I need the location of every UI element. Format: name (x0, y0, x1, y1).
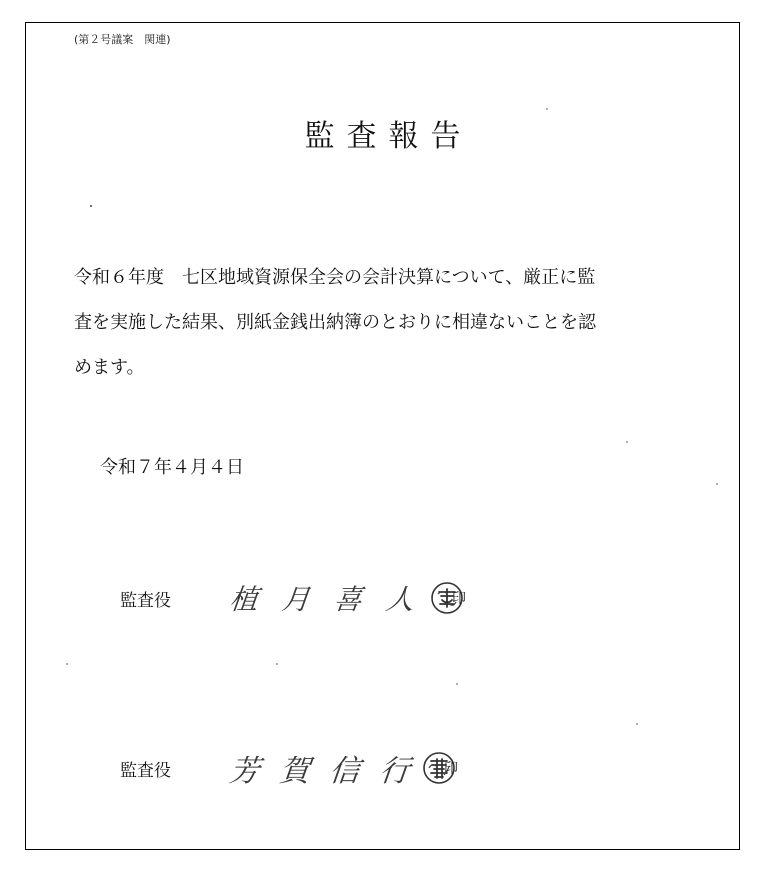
auditor-signature-row-1 (120, 573, 466, 623)
report-date: 令和７年４月４日 (100, 457, 244, 478)
body-line-2: 査を実施した結果、別紙金銭出納簿のとおりに相違ないことを認 (74, 312, 596, 333)
auditor-role: 監査役 (120, 590, 171, 611)
agenda-reference: (第２号議案 関連) (74, 33, 171, 46)
auditor-signature-row-2 (120, 743, 458, 793)
scan-speck (626, 441, 628, 443)
scan-speck (66, 663, 68, 665)
body-line-3: めます。 (74, 357, 145, 378)
auditor-handwritten-name: 芳賀信行 (227, 754, 432, 789)
auditor-handwritten-name: 植月喜人 (228, 583, 440, 616)
scan-speck (276, 663, 278, 665)
body-line-1: 令和６年度 七区地域資源保全会の会計決算について、厳正に監 (74, 267, 596, 288)
scan-speck (636, 723, 638, 725)
seal-group (422, 751, 458, 785)
scan-speck (716, 483, 718, 485)
seal-label: 印 (444, 761, 458, 777)
seal-label: 印 (452, 591, 467, 607)
stray-mark (90, 205, 92, 207)
document-title: 監査報告 (304, 119, 473, 154)
report-body (74, 255, 744, 390)
seal-group (430, 581, 466, 615)
auditor-role: 監査役 (120, 760, 171, 781)
scan-speck (456, 683, 458, 685)
scan-speck (546, 108, 548, 110)
document-frame (25, 22, 740, 850)
